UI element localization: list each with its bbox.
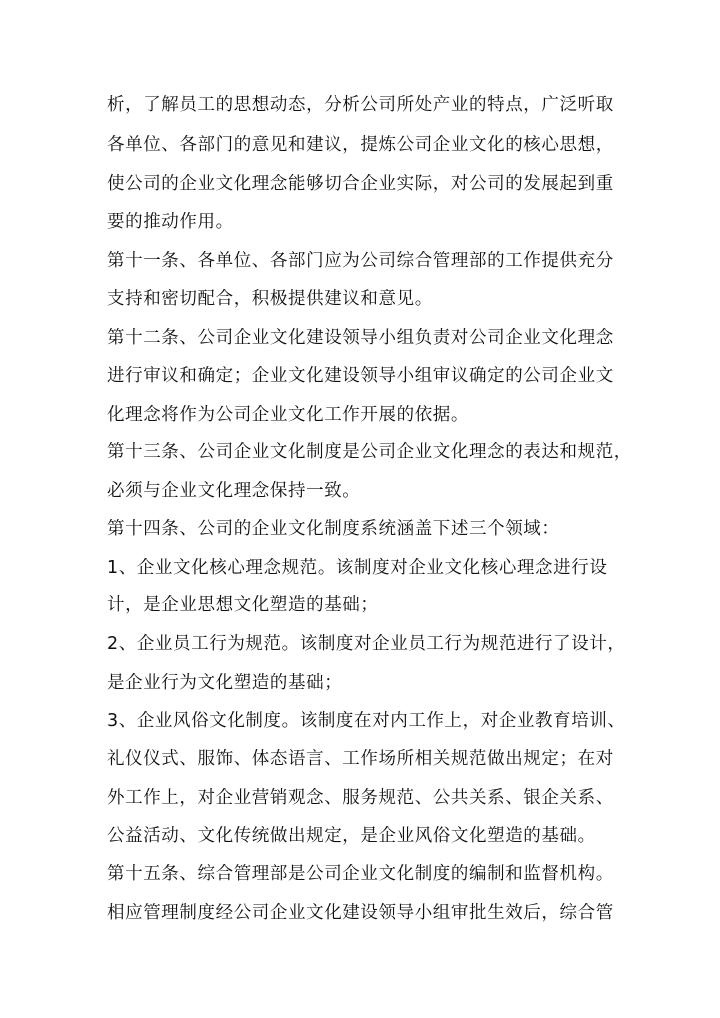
text-line: 第十四条、公司的企业文化制度系统涵盖下述三个领域：: [107, 519, 560, 539]
text-line: 各单位、各部门的意见和建议，提炼公司企业文化的核心思想，: [107, 135, 614, 155]
text-line: 必须与企业文化理念保持一致。: [107, 481, 361, 501]
text-line: 外工作上，对企业营销观念、服务规范、公共关系、银企关系、: [107, 788, 614, 808]
text-line: 支持和密切配合，积极提供建议和意见。: [107, 289, 433, 309]
text-line: 析，了解员工的思想动态，分析公司所处产业的特点，广泛听取: [107, 95, 614, 115]
text-line: 第十一条、各单位、各部门应为公司综合管理部的工作提供充分: [107, 251, 614, 271]
text-line: 3、企业风俗文化制度。该制度在对内工作上，对企业教育培训、: [107, 711, 626, 731]
text-line: 1、企业文化核心理念规范。该制度对企业文化核心理念进行设: [107, 558, 608, 578]
text-line: 要的推动作用。: [107, 212, 234, 232]
text-line: 进行审议和确定；企业文化建设领导小组审议确定的公司企业文: [107, 366, 614, 386]
text-line: 第十五条、综合管理部是公司企业文化制度的编制和监督机构。: [107, 864, 614, 884]
text-line: 第十三条、公司企业文化制度是公司企业文化理念的表达和规范，: [107, 442, 632, 462]
text-line: 是企业行为文化塑造的基础；: [107, 673, 343, 693]
text-line: 公益活动、文化传统做出规定，是企业风俗文化塑造的基础。: [107, 826, 596, 846]
text-line: 第十二条、公司企业文化建设领导小组负责对公司企业文化理念: [107, 328, 614, 348]
text-line: 使公司的企业文化理念能够切合企业实际，对公司的发展起到重: [107, 174, 614, 194]
text-line: 2、企业员工行为规范。该制度对企业员工行为规范进行了设计，: [107, 634, 626, 654]
text-line: 计，是企业思想文化塑造的基础；: [107, 595, 379, 615]
text-line: 化理念将作为公司企业文化工作开展的依据。: [107, 405, 469, 425]
text-line: 礼仪仪式、服饰、体态语言、工作场所相关规范做出规定；在对: [107, 749, 614, 769]
text-line: 相应管理制度经公司企业文化建设领导小组审批生效后，综合管: [107, 903, 614, 923]
